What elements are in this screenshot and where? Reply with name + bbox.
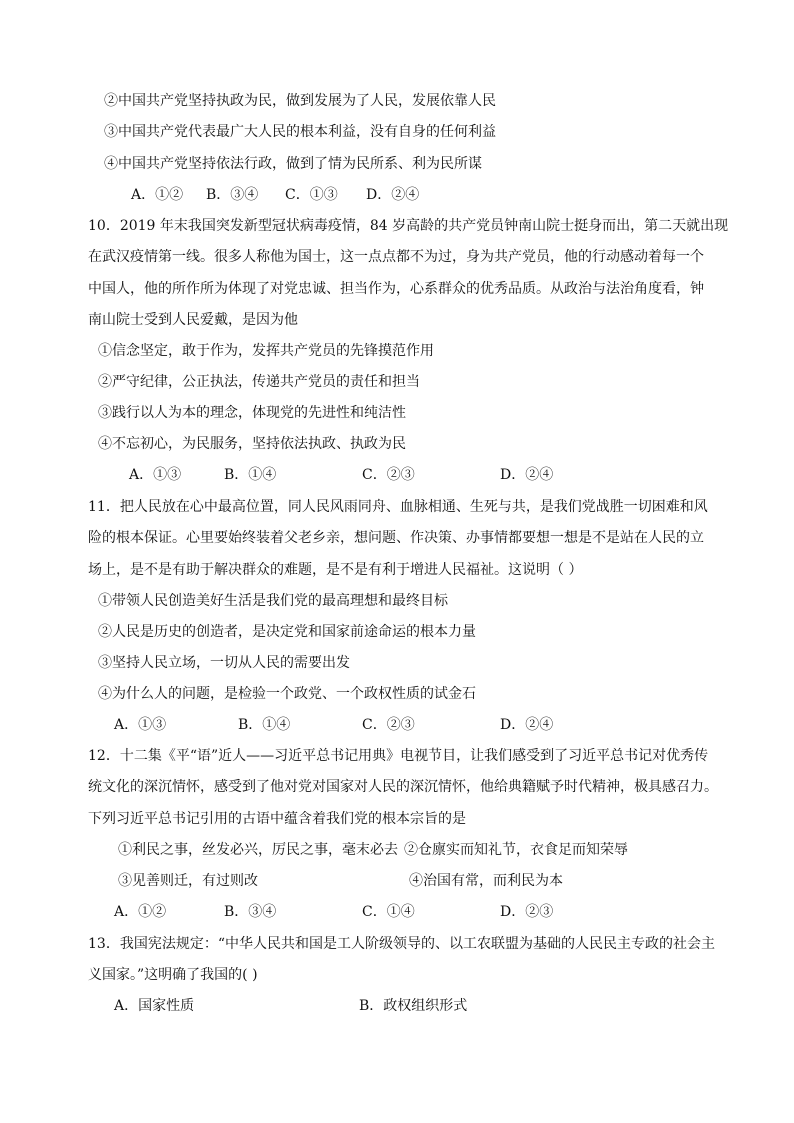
q12-option-4: ④治国有常，而利民为本 (409, 873, 563, 889)
q11-choice-a: A．①③ (114, 717, 167, 733)
q11-option-2: ②人民是历史的创造者，是决定党和国家前途命运的根本力量 (98, 624, 476, 640)
q12-choice-b: B．③④ (224, 904, 277, 920)
q11-choice-c: C．②③ (362, 717, 415, 733)
q10-choice-d: D．②④ (500, 467, 554, 483)
q10-choice-b: B．①④ (224, 467, 277, 483)
q9-option-3: ③中国共产党代表最广大人民的根本利益，没有自身的任何利益 (104, 124, 496, 140)
q12-choice-c: C．①④ (362, 904, 415, 920)
q9-choice-b: B．③④ (206, 187, 259, 203)
q12-choice-d: D．②③ (500, 904, 554, 920)
q13-choice-b: B．政权组织形式 (359, 998, 468, 1014)
q10-option-4: ④不忘初心，为民服务，坚持依法执政、执政为民 (98, 436, 406, 452)
q11-choice-b: B．①④ (238, 717, 291, 733)
q12-stem-line-2: 统文化的深沉情怀，感受到了他对党对国家对人民的深沉情怀，他给典籍赋予时代精神，极具感召力。 (88, 779, 718, 795)
q11-stem-line-2: 险的根本保证。心里要始终装着父老乡亲，想问题、作决策、办事情都要想一想是不是站在人民的立 (88, 530, 704, 546)
q12-option-3: ③见善则迁，有过则改 (118, 873, 258, 889)
q11-choice-d: D．②④ (500, 717, 554, 733)
q13-stem-line-2: 义国家。”这明确了我国的( ) (88, 967, 258, 983)
q10-choice-a: A．①③ (129, 467, 182, 483)
q12-option-1: ①利民之事，丝发必兴，厉民之事，毫末必去 (118, 842, 398, 858)
q13-choice-a: A．国家性质 (114, 998, 195, 1014)
q12-option-2: ②仓廪实而知礼节，衣食足而知荣辱 (404, 842, 628, 858)
q11-stem-line-1: 11．把人民放在心中最高位置，同人民风雨同舟、血脉相通、生死与共，是我们党战胜一切困难和风 (88, 499, 708, 515)
q10-stem-line-4: 南山院士受到人民爱戴，是因为他 (88, 312, 298, 328)
q10-choice-c: C．②③ (362, 467, 415, 483)
q9-option-2: ②中国共产党坚持执政为民，做到发展为了人民，发展依靠人民 (104, 93, 496, 109)
q9-choice-c: C．①③ (285, 187, 338, 203)
q10-stem-line-1: 10．2019 年末我国突发新型冠状病毒疫情，84 岁高龄的共产党员钟南山院士挺身而出，第二天就出现 (88, 218, 729, 234)
q9-choice-d: D．②④ (366, 187, 420, 203)
q9-option-4: ④中国共产党坚持依法行政，做到了情为民所系、利为民所谋 (104, 156, 482, 172)
q13-stem-line-1: 13．我国宪法规定：“中华人民共和国是工人阶级领导的、以工农联盟为基础的人民民主专政的社会主 (88, 936, 715, 952)
q9-choice-a: A．①② (131, 187, 184, 203)
q12-stem-line-1: 12．十二集《平“语”近人——习近平总书记用典》电视节目，让我们感受到了习近平总书记对优秀传 (88, 748, 709, 764)
q12-choice-a: A．①② (114, 904, 167, 920)
q11-stem-line-3: 场上，是不是有助于解决群众的难题，是不是有利于增进人民福祉。这说明（ ） (88, 562, 583, 578)
q11-option-4: ④为什么人的问题，是检验一个政党、一个政权性质的试金石 (98, 686, 476, 702)
q11-option-3: ③坚持人民立场，一切从人民的需要出发 (98, 655, 350, 671)
q10-stem-line-3: 中国人，他的所作所为体现了对党忠诚、担当作为，心系群众的优秀品质。从政治与法治角度看，钟 (88, 281, 704, 297)
q10-stem-line-2: 在武汉疫情第一线。很多人称他为国士，这一点点都不为过，身为共产党员，他的行动感动着每一个 (88, 249, 704, 265)
q12-stem-line-3: 下列习近平总书记引用的古语中蕴含着我们党的根本宗旨的是 (88, 811, 466, 827)
q10-option-3: ③践行以人为本的理念，体现党的先进性和纯洁性 (98, 405, 406, 421)
q10-option-2: ②严守纪律，公正执法，传递共产党员的责任和担当 (98, 374, 420, 390)
q11-option-1: ①带领人民创造美好生活是我们党的最高理想和最终目标 (98, 593, 448, 609)
q10-option-1: ①信念坚定，敢于作为，发挥共产党员的先锋摸范作用 (98, 343, 434, 359)
